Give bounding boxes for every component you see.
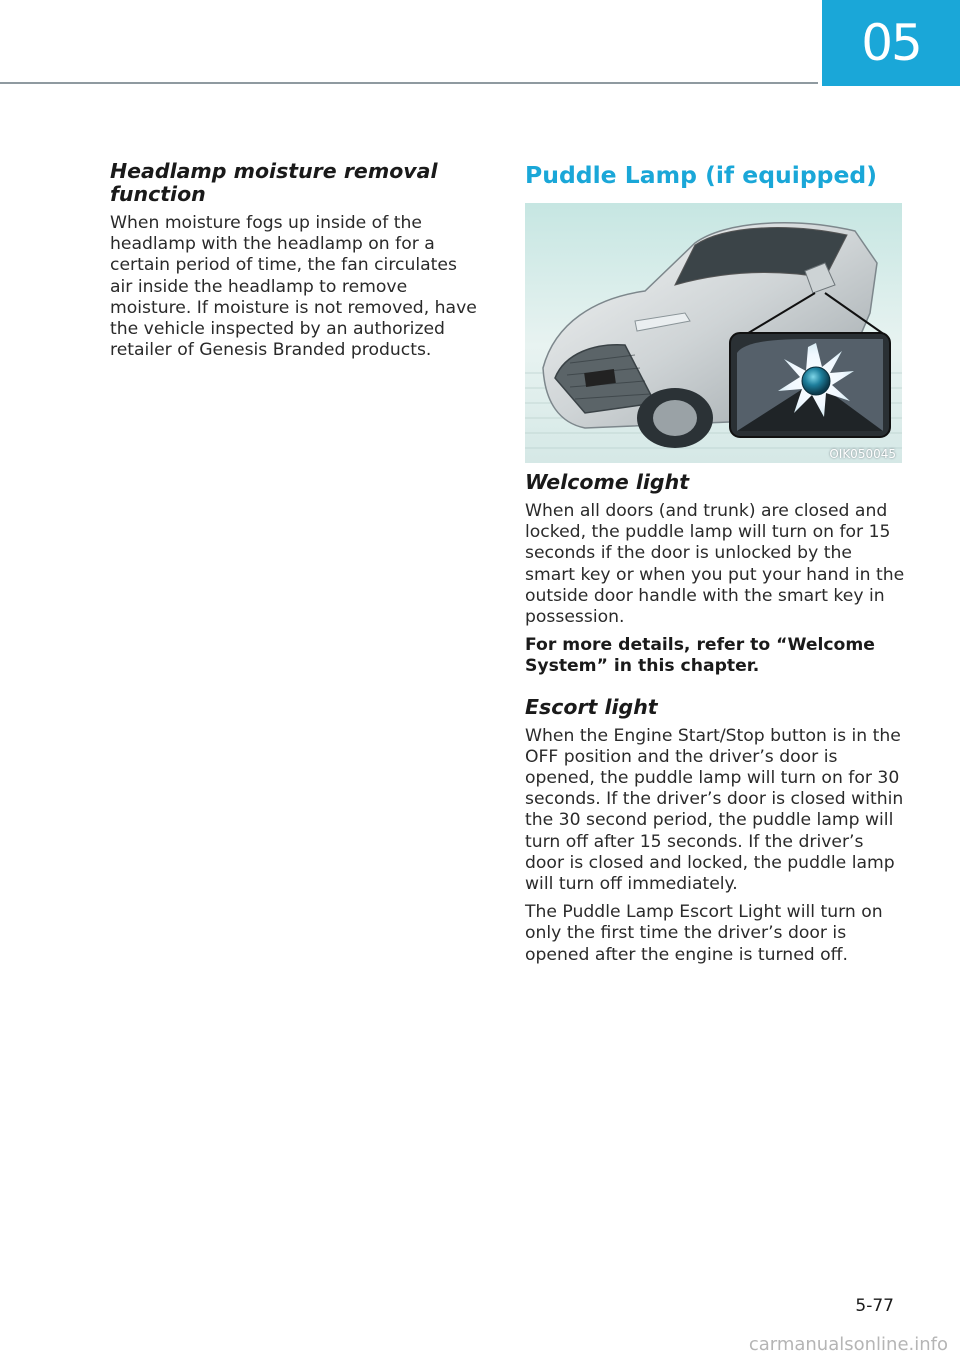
chapter-tab: 05 (822, 0, 960, 86)
welcome-light-heading: Welcome light (525, 470, 689, 494)
puddle-lamp-figure (525, 203, 902, 463)
watermark: carmanualsonline.info (748, 1334, 948, 1355)
welcome-light-text: When all doors (and trunk) are closed and locked, the puddle lamp will turn on for 15 seconds if the door is unlocked by the smart key or when you put your hand in the outside door handle with the smart key in possession. (525, 501, 905, 628)
page-number: 5-77 (855, 1296, 894, 1316)
escort-light-text: When the Engine Start/Stop button is in the OFF position and the driver’s door is opened, the puddle lamp will turn on for 30 seconds. If the driver’s door is closed within the 30 second period, the puddle lamp will turn off after 15 seconds. If the driver’s door is closed and locked, the puddle lamp will turn off immediately. (525, 725, 904, 895)
headlamp-moisture-text: When moisture fogs up inside of the headlamp with the headlamp on for a certain period of time, the fan circulates air inside the headlamp to remove moisture. If moisture is not removed, have the vehicle inspected by an authorized retailer of Genesis Branded products. (110, 213, 477, 361)
headlamp-moisture-heading: Headlamp moisture removal function (110, 159, 438, 206)
escort-light-heading: Escort light (525, 694, 658, 719)
puddle-lamp-title: Puddle Lamp (if equipped) (525, 161, 877, 189)
right-column (525, 160, 905, 966)
car-illustration (525, 203, 902, 463)
escort-light-text-2: The Puddle Lamp Escort Light will turn on only the first time the driver’s door is opened after the engine is turned off. (525, 902, 883, 965)
figure-code: OIK050045 (829, 447, 896, 461)
header-rule (0, 82, 818, 84)
left-column (110, 160, 480, 361)
welcome-light-note: For more details, refer to “Welcome System” in this chapter. (525, 635, 875, 677)
